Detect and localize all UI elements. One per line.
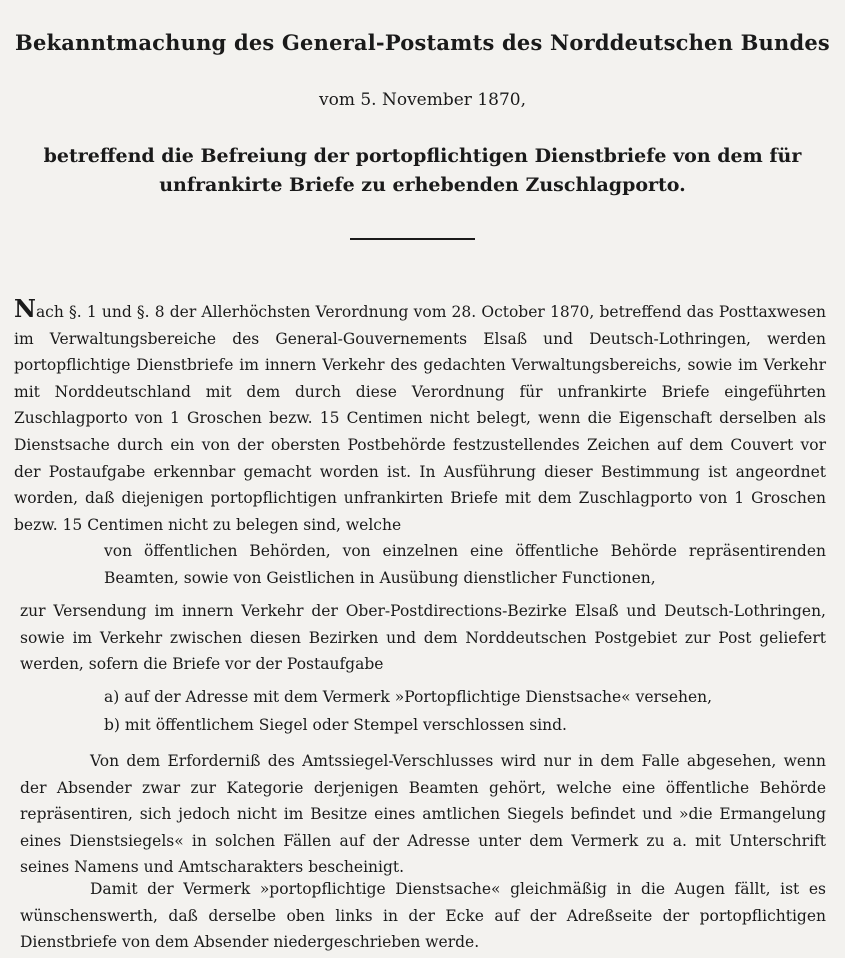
paragraph-2: zur Versendung im innern Verkehr der Ober-Postdirections-Bezirke Elsaß und Deutsch-Lothringen, sowie im Verkehr zwischen diesen Bezirken und dem Norddeutschen Postgebiet zur Post geliefert werden, sofern die Briefe vor der Postaufgabe [20,602,826,674]
paragraph-3: Von dem Erforderniß des Amtssiegel-Verschlusses wird nur in dem Falle abgesehen, wenn der Absender zwar zur Kategorie derjenigen Beamten gehört, welche eine öffentliche Behörde repräsentiren, sich jedoch nicht im Besitze eines amtlichen Siegels befindet und »die Ermangelung eines Dienstsiegels« in solchen Fällen auf der Adresse unter dem Vermerk zu a. mit Unterschrift seines Namens und Amtscharakters bescheinigt. [20,752,826,877]
title-divider [350,238,475,240]
list-item: a) auf der Adresse mit dem Vermerk »Portopflichtige Dienstsache« versehen, [104,688,713,706]
condition-list [104,683,826,739]
document-title: Bekanntmachung des General-Postamts des Norddeutschen Bundes [15,30,830,55]
list-item: b) mit öffentlichem Siegel oder Stempel verschlossen sind. [104,716,567,734]
document-date: vom 5. November 1870, [318,90,527,110]
document-subtitle: betreffend die Befreiung der portopflichtigen Dienstbriefe von dem für unfrankirte Briefe zu erhebenden Zuschlagporto. [43,145,802,196]
paragraph-4: Damit der Vermerk »portopflichtige Dienstsache« gleichmäßig in die Augen fällt, ist es wünschenswerth, daß derselbe oben links in der Ecke auf der Adreßseite der portopflichtigen Dienstbriefe von dem Absender niedergeschrieben werde. [20,880,826,952]
paragraph-1 [14,296,826,538]
indented-clause: von öffentlichen Behörden, von einzelnen eine öffentliche Behörde repräsentirenden Beamten, sowie von Geistlichen in Ausübung dienstlicher Functionen, [104,542,826,587]
drop-cap: N [14,294,36,323]
paragraph-1-text: ach §. 1 und §. 8 der Allerhöchsten Verordnung vom 28. October 1870, betreffend das Posttaxwesen im Verwaltungsbereiche des General-Gouvernements Elsaß und Deutsch-Lothringen, werden portopflichtige Dienstbriefe im innern Verkehr des gedachten Verwaltungsbereichs, sowie im Verkehr mit Norddeutschland mit dem durch diese Verordnung für unfrankirte Briefe eingeführten Zuschlagporto von 1 Groschen bezw. 15 Centimen nicht belegt, wenn die Eigenschaft derselben als Dienstsache durch ein von der obersten Postbehörde festzustellendes Zeichen auf dem Couvert vor der Postaufgabe erkennbar gemacht worden ist. In Ausführung dieser Bestimmung ist angeordnet worden, daß diejenigen portopflichtigen unfrankirten Briefe mit dem Zuschlagporto von 1 Groschen bezw. 15 Centimen nicht zu belegen sind, welche [14,303,826,534]
